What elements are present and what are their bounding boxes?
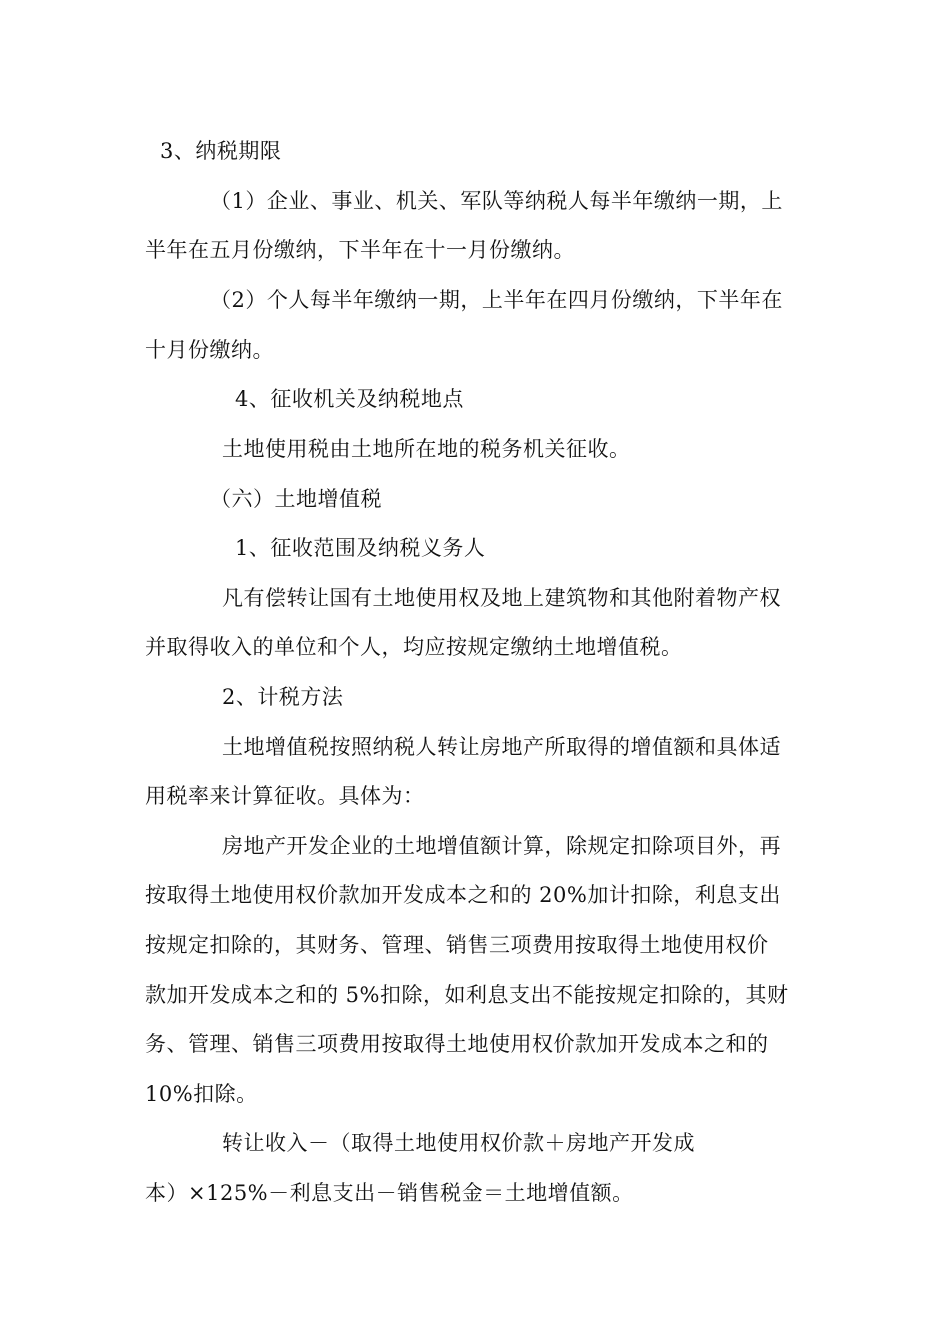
paragraph-line: 并取得收入的单位和个人，均应按规定缴纳土地增值税。: [145, 635, 683, 659]
paragraph-line: 用税率来计算征收。具体为：: [145, 784, 425, 808]
heading-scope: 1、征收范围及纳税义务人: [235, 536, 486, 560]
paragraph-line: （1）企业、事业、机关、军队等纳税人每半年缴纳一期，上: [210, 189, 783, 213]
section-heading-land-vat: （六）土地增值税: [210, 487, 382, 511]
formula-line: 本）×125%－利息支出－销售税金＝土地增值额。: [145, 1181, 634, 1205]
heading-calculation-method: 2、计税方法: [222, 685, 344, 709]
paragraph-line: 凡有偿转让国有土地使用权及地上建筑物和其他附着物产权: [222, 586, 781, 610]
paragraph-line: 款加开发成本之和的 5%扣除，如利息支出不能按规定扣除的，其财: [145, 983, 789, 1007]
paragraph-line: 半年在五月份缴纳，下半年在十一月份缴纳。: [145, 238, 575, 262]
heading-collection-authority: 4、征收机关及纳税地点: [235, 387, 464, 411]
paragraph-line: 按取得土地使用权价款加开发成本之和的 20%加计扣除，利息支出: [145, 883, 781, 907]
paragraph-line: 土地使用税由土地所在地的税务机关征收。: [222, 437, 631, 461]
paragraph-line: 10%扣除。: [145, 1082, 258, 1106]
paragraph-line: 房地产开发企业的土地增值额计算，除规定扣除项目外，再: [222, 834, 781, 858]
heading-tax-period: 3、纳税期限: [160, 139, 282, 163]
paragraph-line: （2）个人每半年缴纳一期，上半年在四月份缴纳，下半年在: [210, 288, 783, 312]
paragraph-line: 务、管理、销售三项费用按取得土地使用权价款加开发成本之和的: [145, 1032, 769, 1056]
paragraph-line: 土地增值税按照纳税人转让房地产所取得的增值额和具体适: [222, 735, 781, 759]
paragraph-line: 按规定扣除的，其财务、管理、销售三项费用按取得土地使用权价: [145, 933, 769, 957]
paragraph-line: 十月份缴纳。: [145, 338, 274, 362]
formula-line: 转让收入－（取得土地使用权价款＋房地产开发成: [222, 1131, 695, 1155]
